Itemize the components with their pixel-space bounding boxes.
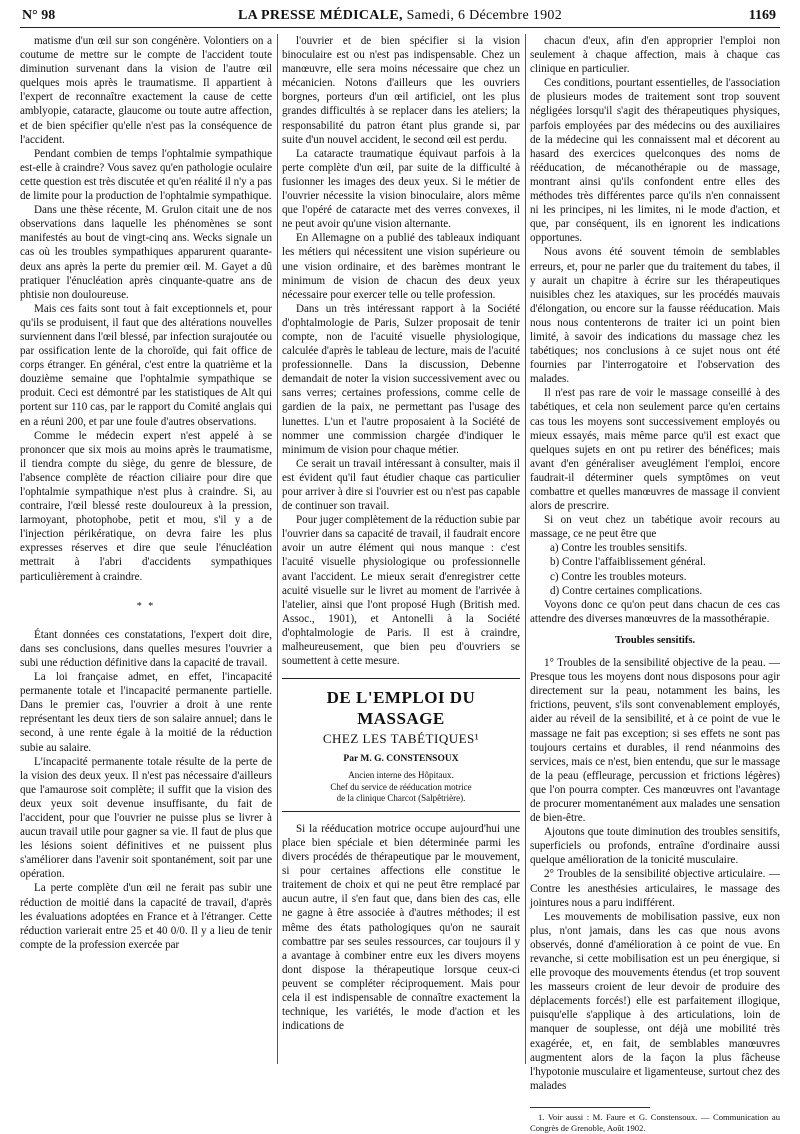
paragraph: matisme d'un œil sur son congénère. Volontiers on a coutume de mettre sur le compte de l'accident toute diminution survenant dans la vision de l'autre œil quelques mois après le traumatisme. Il appartient à l'expert de reconnaître exactement la cause de cette amblyopie, cataracte, glaucome ou toute autre affection, et de bien spécifier qu'elle n'est pas la conséquence de l'accident. [20, 35, 272, 146]
section-separator: * * [136, 600, 156, 612]
footnote-rule [530, 1107, 650, 1108]
header-rule [20, 27, 780, 28]
article-title: DE L'EMPLOI DU MASSAGE [326, 688, 476, 729]
paragraph: Si on veut chez un tabétique avoir recours au massage, ce ne peut être que [530, 514, 780, 541]
paragraph: l'ouvrier et de bien spécifier si la vision binoculaire est ou n'est pas indispensable. Chez un manœuvre, elle sera moins nécessaire que chez un mécanicien. Notons d'ailleurs que les ouvriers borgnes, porteurs d'un œil artificiel, ont les plus grandes difficultés à se replacer dans les ateliers; la responsabilité du patron étant plus grande si, par suite d'un nouvel accident, le second œil est perdu. [282, 35, 520, 146]
column-3 [530, 34, 780, 1133]
paragraph: Voyons donc ce qu'on peut dans chacun de ces cas attendre des diverses manœuvres de la massothérapie. [530, 598, 780, 625]
article-author: Par M. G. CONSTENSOUX [343, 754, 459, 765]
column-divider [277, 34, 278, 1064]
paragraph: L'incapacité permanente totale résulte de la perte de la vision des deux yeux. Il n'est pas nécessaire d'ailleurs que l'amaurose soit complète; il suffit que la vision des deux yeux soit devenue insuffisante, du fait de l'accident, pour que l'ouvrier ne puisse plus se livrer à aucun travail utile pour gagner sa vie. Il faut de plus que les lésions soient définitives et ne puissent plus s'améliorer dans l'avenir soit spontanément, soit par une opération. [20, 755, 272, 881]
column-1 [20, 34, 272, 1072]
paragraph: En Allemagne on a publié des tableaux indiquant les métiers qui nécessitent une vision supérieure ou une vision ordinaire, et des barèmes montrant le minimum de vision de chacun des deux yeux nécessaire pour exercer telle ou telle profession. [282, 232, 520, 301]
credential-line: Chef du service de rééducation motrice [330, 781, 472, 792]
paragraph: Dans une thèse récente, M. Grulon citait une de nos observations dans laquelle les phénomènes se sont manifestés au bout de vingt-cinq ans. Wecks signale un cas où les troubles sympathiques apparurent quarante-deux ans après la perte du premier œil. M. Gayet a dû pratiquer l'énucléation après cinquante-quatre ans de phtisie non douloureuse. [20, 204, 272, 301]
list-item: b) Contre l'affaiblissement général. [550, 556, 706, 569]
article-subtitle: CHEZ LES TABÉTIQUES¹ [322, 731, 480, 747]
section-title: Troubles sensitifs. [614, 634, 696, 646]
credential-line: de la clinique Charcot (Salpêtrière). [336, 793, 466, 804]
paragraph: Ces conditions, pourtant essentielles, de l'association de plusieurs modes de traitement sont trop souvent négligées lorsqu'il s'agit des thérapeutiques physiques, parfois employées par des médecins ou des auxiliaires de la médecine qui les connaissent mal et décorent au hasard des exercices quelconques des noms de rééducation, de mécanothérapie ou de massage, montrant ainsi qu'ils confondent entre elles des méthodes très différentes parce qu'ils n'en connaissent ni les principes, ni les limites, ni le mode d'action, et que, par conséquent, ils en ignorent les indications opportunes. [530, 77, 780, 245]
paragraph: Ajoutons que toute diminution des troubles sensitifs, superficiels ou profonds, entraîne d'ordinaire aussi quelque amélioration de la tonicité musculaire. [530, 826, 780, 867]
paragraph: Pendant combien de temps l'ophtalmie sympathique est-elle à craindre? Vous savez qu'en pathologie oculaire cette question est très discutée et qu'en réalité il n'y a pas de limite pour la production de l'ophtalmie sympathique. [20, 147, 272, 203]
list-item: a) Contre les troubles sensitifs. [550, 542, 688, 555]
issue-number: N° 98 [22, 8, 56, 23]
paragraph: Dans un très intéressant rapport à la Société d'ophtalmologie de Paris, Sulzer proposait de tenir compte, non de l'acuité visuelle physiologique, calculée d'après le tableau de lecture, mais de l'acuité professionnelle. Dans la discussion, Debenne demandait de noter la vision successivement avec ou sans verres; certaines professions, comme celle de gardien de la paix, ne permettant pas l'usage des lunettes. L'un et l'autre proposaient à la Société de nommer une commission chargée d'indiquer le minimum de vision pour chaque métier. [282, 302, 520, 456]
indication-list [530, 541, 780, 597]
list-item: c) Contre les troubles moteurs. [550, 570, 687, 583]
column-2 [282, 34, 520, 1072]
paragraph: La perte complète d'un œil ne ferait pas subir une réduction de moitié dans la capacité de travail, d'après les évaluations adoptées en France et à l'étranger. Cette réduction varierait entre 25 et 40 0/0. Il y a lieu de tenir compte de la profession exercée par [20, 882, 272, 951]
footnote [530, 1112, 780, 1134]
page-header [0, 0, 800, 28]
footnote-text: 1. Voir aussi : M. Faure et G. Constensoux. — Communication au Congrès de Grenoble, Août 1902. [530, 1111, 780, 1133]
paragraph: Si la rééducation motrice occupe aujourd'hui une place bien spéciale et bien déterminée parmi les divers procédés de thérapeutique par le mouvement, si pour certaines affections elle constitue le traitement de choix et qui ne peut être remplacé par aucun autre, il s'en faut que, dans bien des cas, elle ne gagne à être associée à d'autres méthodes; il est même des états pathologiques qu'on ne saurait combattre par ses seules ressources, car toujours il y a avantage à combiner entre eux les divers moyens dont dispose la thérapeutique lorsque ceux-ci peuvent se compléter réciproquement. Mais pour cela il est indispensable de connaître exactement la technique, les variétés, le mode d'action et les indications de [282, 822, 520, 1033]
journal-name: LA PRESSE MÉDICALE, [237, 8, 403, 23]
article-heading [282, 678, 520, 812]
paragraph: 1° Troubles de la sensibilité objective de la peau. — Presque tous les moyens dont nous disposons pour agir directement sur la peau, notamment les bains, les frictions, peuvent, s'ils sont convenablement employés, aider au réveil de la sensibilité, et à ce point de vue le massage ne fait pas exception; si ses effets ne sont pas toujours certains et durables, il rend néanmoins des services, mais ce n'est, bien entendu, que sur le massage de la peau (effleurage, percussion et frictions légères) que l'on pourra compter. Ces manœuvres ont l'avantage de procurer momentanément aux malades une sensation de bien-être. [530, 657, 780, 825]
paragraph: Les mouvements de mobilisation passive, eux non plus, n'ont jamais, dans les cas que nous avons observés, donné d'amélioration à ce point de vue. En revanche, si cette mobilisation est un peu énergique, si elle provoque des mouvements étendus (et trop souvent les masseurs croient de leur devoir de produire des déplacements forcés!) elle est parfaitement illogique, puisqu'elle s'applique à des articulations, loin de manquer de souplesse, ont déjà une mobilité très exagérée, et, en fait, de semblables manœuvres augmentent alors de la façon la plus fâcheuse l'hypotonie musculaire et ligamenteuse, surtout chez des malades [530, 910, 780, 1092]
paragraph: Pour juger complètement de la réduction subie par l'ouvrier dans sa capacité de travail, il faudrait encore avoir un autre élément qui nous manque : c'est l'acuité visuelle physiologique ou professionnelle avant l'accident. Le mieux serait d'enregistrer cette acuité visuelle sur le livret au moment de l'arrivée à l'atelier, ainsi que l'ont proposé Hugh (British med. Assoc., 1901), et Antonelli à la Société d'ophtalmologie de Paris. Il est à craindre, malheureusement, que bien peu d'ouvriers se soumettent à cette mesure. [282, 514, 520, 668]
page-number: 1169 [748, 8, 776, 23]
journal-title [0, 8, 800, 24]
paragraph: Ce serait un travail intéressant à consulter, mais il est évident qu'il faut étudier chaque cas particulier pour arriver à dire si l'ouvrier est ou n'est pas capable de continuer son travail. [282, 457, 520, 513]
paragraph: Nous avons été souvent témoin de semblables erreurs, et, pour ne parler que du traitement du tabes, il y aurait un chapitre à écrire sur les thérapeutiques nuisibles chez les ataxiques, sur les procédés mauvais d'élongation, ou encore sur la fausse rééducation. Mais nous nous contenterons de traiter ici un point bien limité, à savoir des indications du massage chez les tabétiques; nos conclusions à ce sujet nous ont été fournies par l'interrogatoire et l'observation des malades. [530, 246, 780, 386]
paragraph: La cataracte traumatique équivaut parfois à la perte complète d'un œil, par suite de la difficulté à fusionner les images des deux yeux. Si le métier de l'ouvrier nécessite la vision binoculaire, alors même que l'opéré de cataracte met des verres convexes, il ne peut avoir qu'une vision alternante. [282, 147, 520, 231]
paragraph: chacun d'eux, afin d'en approprier l'emploi non seulement à chaque affection, mais à chaque cas clinique en particulier. [530, 35, 780, 76]
list-item: d) Contre certaines complications. [550, 584, 703, 597]
column-divider [525, 34, 526, 1064]
paragraph: Étant données ces constatations, l'expert doit dire, dans ses conclusions, dans quelles mesures l'ouvrier a subi une réduction définitive dans la capacité de travail. [20, 628, 272, 669]
paragraph: La loi française admet, en effet, l'incapacité permanente totale et l'incapacité permanente partielle. Dans le premier cas, l'ouvrier a droit à une rente représentant les deux tiers de son salaire annuel; dans le second, à une rente égale à la moitié de la réduction subie au salaire. [20, 671, 272, 754]
paragraph: Il n'est pas rare de voir le massage conseillé à des tabétiques, et cela non seulement parce qu'en certains cas tous les moyens sont successivement employés ou mieux essayés, mais même parce qu'il est exact que quelques sujets en ont pu retirer des bénéfices; mais avant d'en généraliser aveuglément l'emploi, encore faudrait-il déterminer quels symptômes on veut combattre et quelles manœuvres de massage il convient alors de prescrire. [530, 387, 780, 513]
issue-date: Samedi, 6 Décembre 1902 [406, 8, 563, 23]
paragraph: Comme le médecin expert n'est appelé à se prononcer que six mois au moins après le traumatisme, il tiendra compte du siège, du genre de blessure, de l'absence complète de réaction ciliaire pour dire que l'ophtalmie sympathique n'est plus à craindre. Si, au contraire, l'œil blessé reste douloureux à la pression, larmoyant, photophobe, petit et mou, s'il y a de l'injection périkératique, on devra faire les plus expresses réserves et dire que seule l'énucléation mettrait à l'abri d'accidents sympathiques particulièrement à craindre. [20, 429, 272, 583]
paragraph: Mais ces faits sont tout à fait exceptionnels et, pour qu'ils se produisent, il faut que des altérations nouvelles surviennent dans l'œil blessé, par infection surajoutée ou par ossification lente de la choroïde, qui fait office de corps étranger. En général, c'est entre la quatrième et la douzième semaine que l'ophtalmie sympathique se produit. Ceci est démontré par les statistiques de Alt qui portent sur 110 cas, par le rapport du Comité anglais qui en a réuni 200, et par une foule d'autres observations. [20, 302, 272, 428]
author-credentials [282, 770, 520, 805]
paragraph: 2° Troubles de la sensibilité objective articulaire. — Contre les anesthésies articulaires, le massage des jointures nous a paru indifférent. [530, 868, 780, 909]
credential-line: Ancien interne des Hôpitaux. [348, 770, 454, 781]
